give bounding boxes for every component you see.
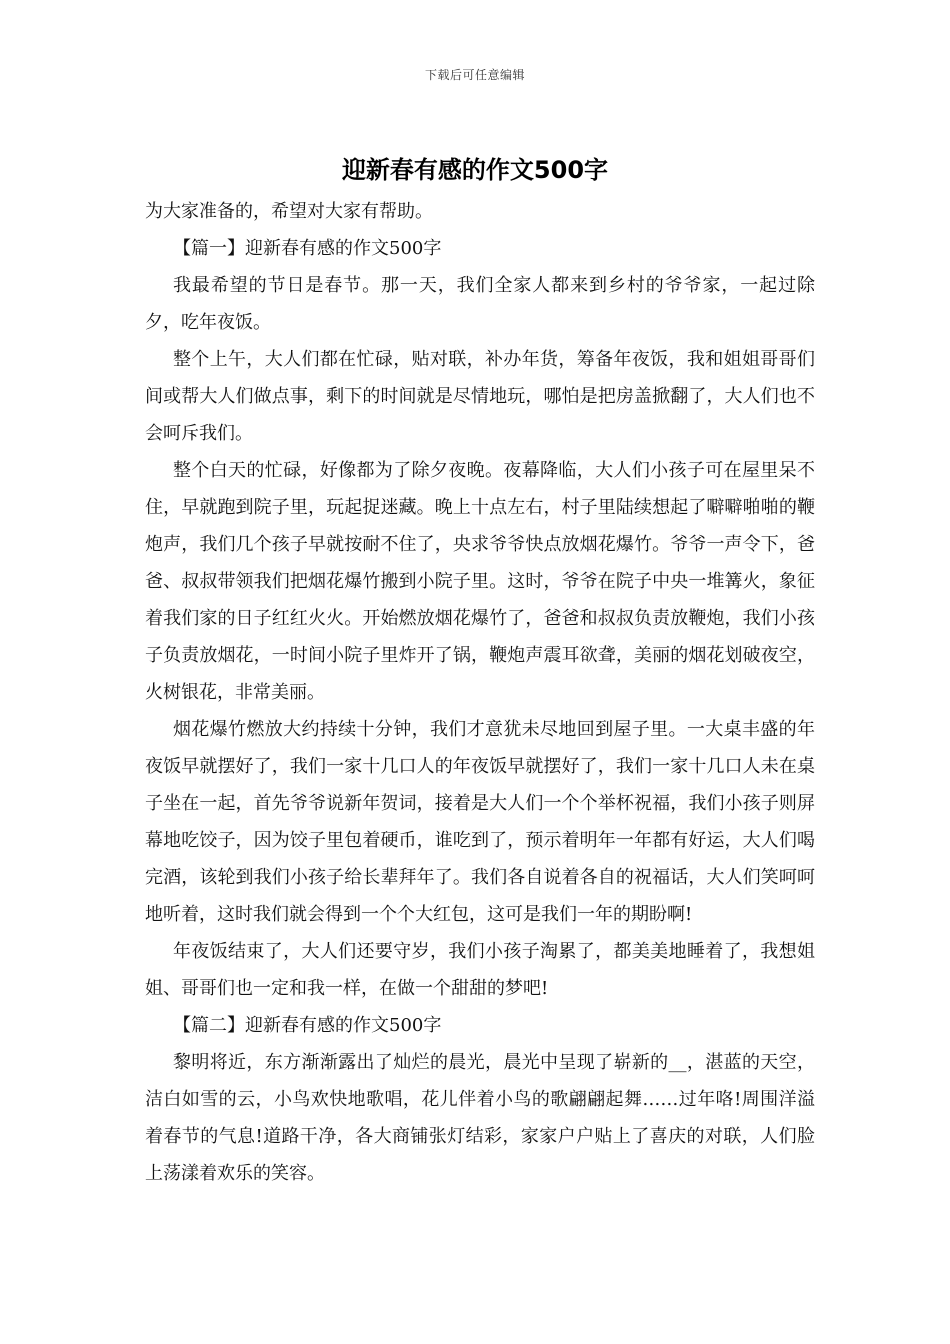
article-body <box>145 193 815 1192</box>
header-note: 下载后可任意编辑 <box>424 68 525 82</box>
paragraph: 烟花爆竹燃放大约持续十分钟，我们才意犹未尽地回到屋子里。一大桌丰盛的年夜饭早就摆好了，我们一家十几口人的年夜饭早就摆好了，我们一家十几口人未在桌子坐在一起，首先爷爷说新年贺词，接着是大人们一个个举杯祝福，我们小孩子则屏幕地吃饺子，因为饺子里包着硬币，谁吃到了，预示着明年一年都有好运，大人们喝完酒，该轮到我们小孩子给长辈拜年了。我们各自说着各自的祝福话，大人们笑呵呵地听着，这时我们就会得到一个个大红包，这可是我们一年的期盼啊! <box>145 719 815 925</box>
section-heading-1: 【篇一】迎新春有感的作文500字 <box>173 238 442 259</box>
paragraph: 我最希望的节日是春节。那一天，我们全家人都来到乡村的爷爷家，一起过除夕，吃年夜饭。 <box>145 275 815 333</box>
intro-paragraph: 为大家准备的，希望对大家有帮助。 <box>145 201 433 222</box>
paragraph: 年夜饭结束了，大人们还要守岁，我们小孩子淘累了，都美美地睡着了，我想姐姐、哥哥们也一定和我一样，在做一个甜甜的梦吧! <box>145 941 815 999</box>
page-title: 迎新春有感的作文500字 <box>341 156 609 184</box>
paragraph: 整个上午，大人们都在忙碌，贴对联，补办年货，筹备年夜饭，我和姐姐哥哥们间或帮大人们做点事，剩下的时间就是尽情地玩，哪怕是把房盖掀翻了，大人们也不会呵斥我们。 <box>145 349 815 444</box>
paragraph: 整个白天的忙碌，好像都为了除夕夜晚。夜幕降临，大人们小孩子可在屋里呆不住，早就跑到院子里，玩起捉迷藏。晚上十点左右，村子里陆续想起了噼噼啪啪的鞭炮声，我们几个孩子早就按耐不住了，央求爷爷快点放烟花爆竹。爷爷一声令下，爸爸、叔叔带领我们把烟花爆竹搬到小院子里。这时，爷爷在院子中央一堆篝火，象征着我们家的日子红红火火。开始燃放烟花爆竹了，爸爸和叔叔负责放鞭炮，我们小孩子负责放烟花，一时间小院子里炸开了锅，鞭炮声震耳欲聋，美丽的烟花划破夜空，火树银花，非常美丽。 <box>145 460 815 703</box>
paragraph: 黎明将近，东方渐渐露出了灿烂的晨光，晨光中呈现了崭新的__，湛蓝的天空，洁白如雪的云，小鸟欢快地歌唱，花儿伴着小鸟的歌翩翩起舞……过年咯!周围洋溢着春节的气息!道路干净，各大商铺张灯结彩，家家户户贴上了喜庆的对联，人们脸上荡漾着欢乐的笑容。 <box>145 1052 815 1184</box>
section-heading-2: 【篇二】迎新春有感的作文500字 <box>173 1015 442 1036</box>
